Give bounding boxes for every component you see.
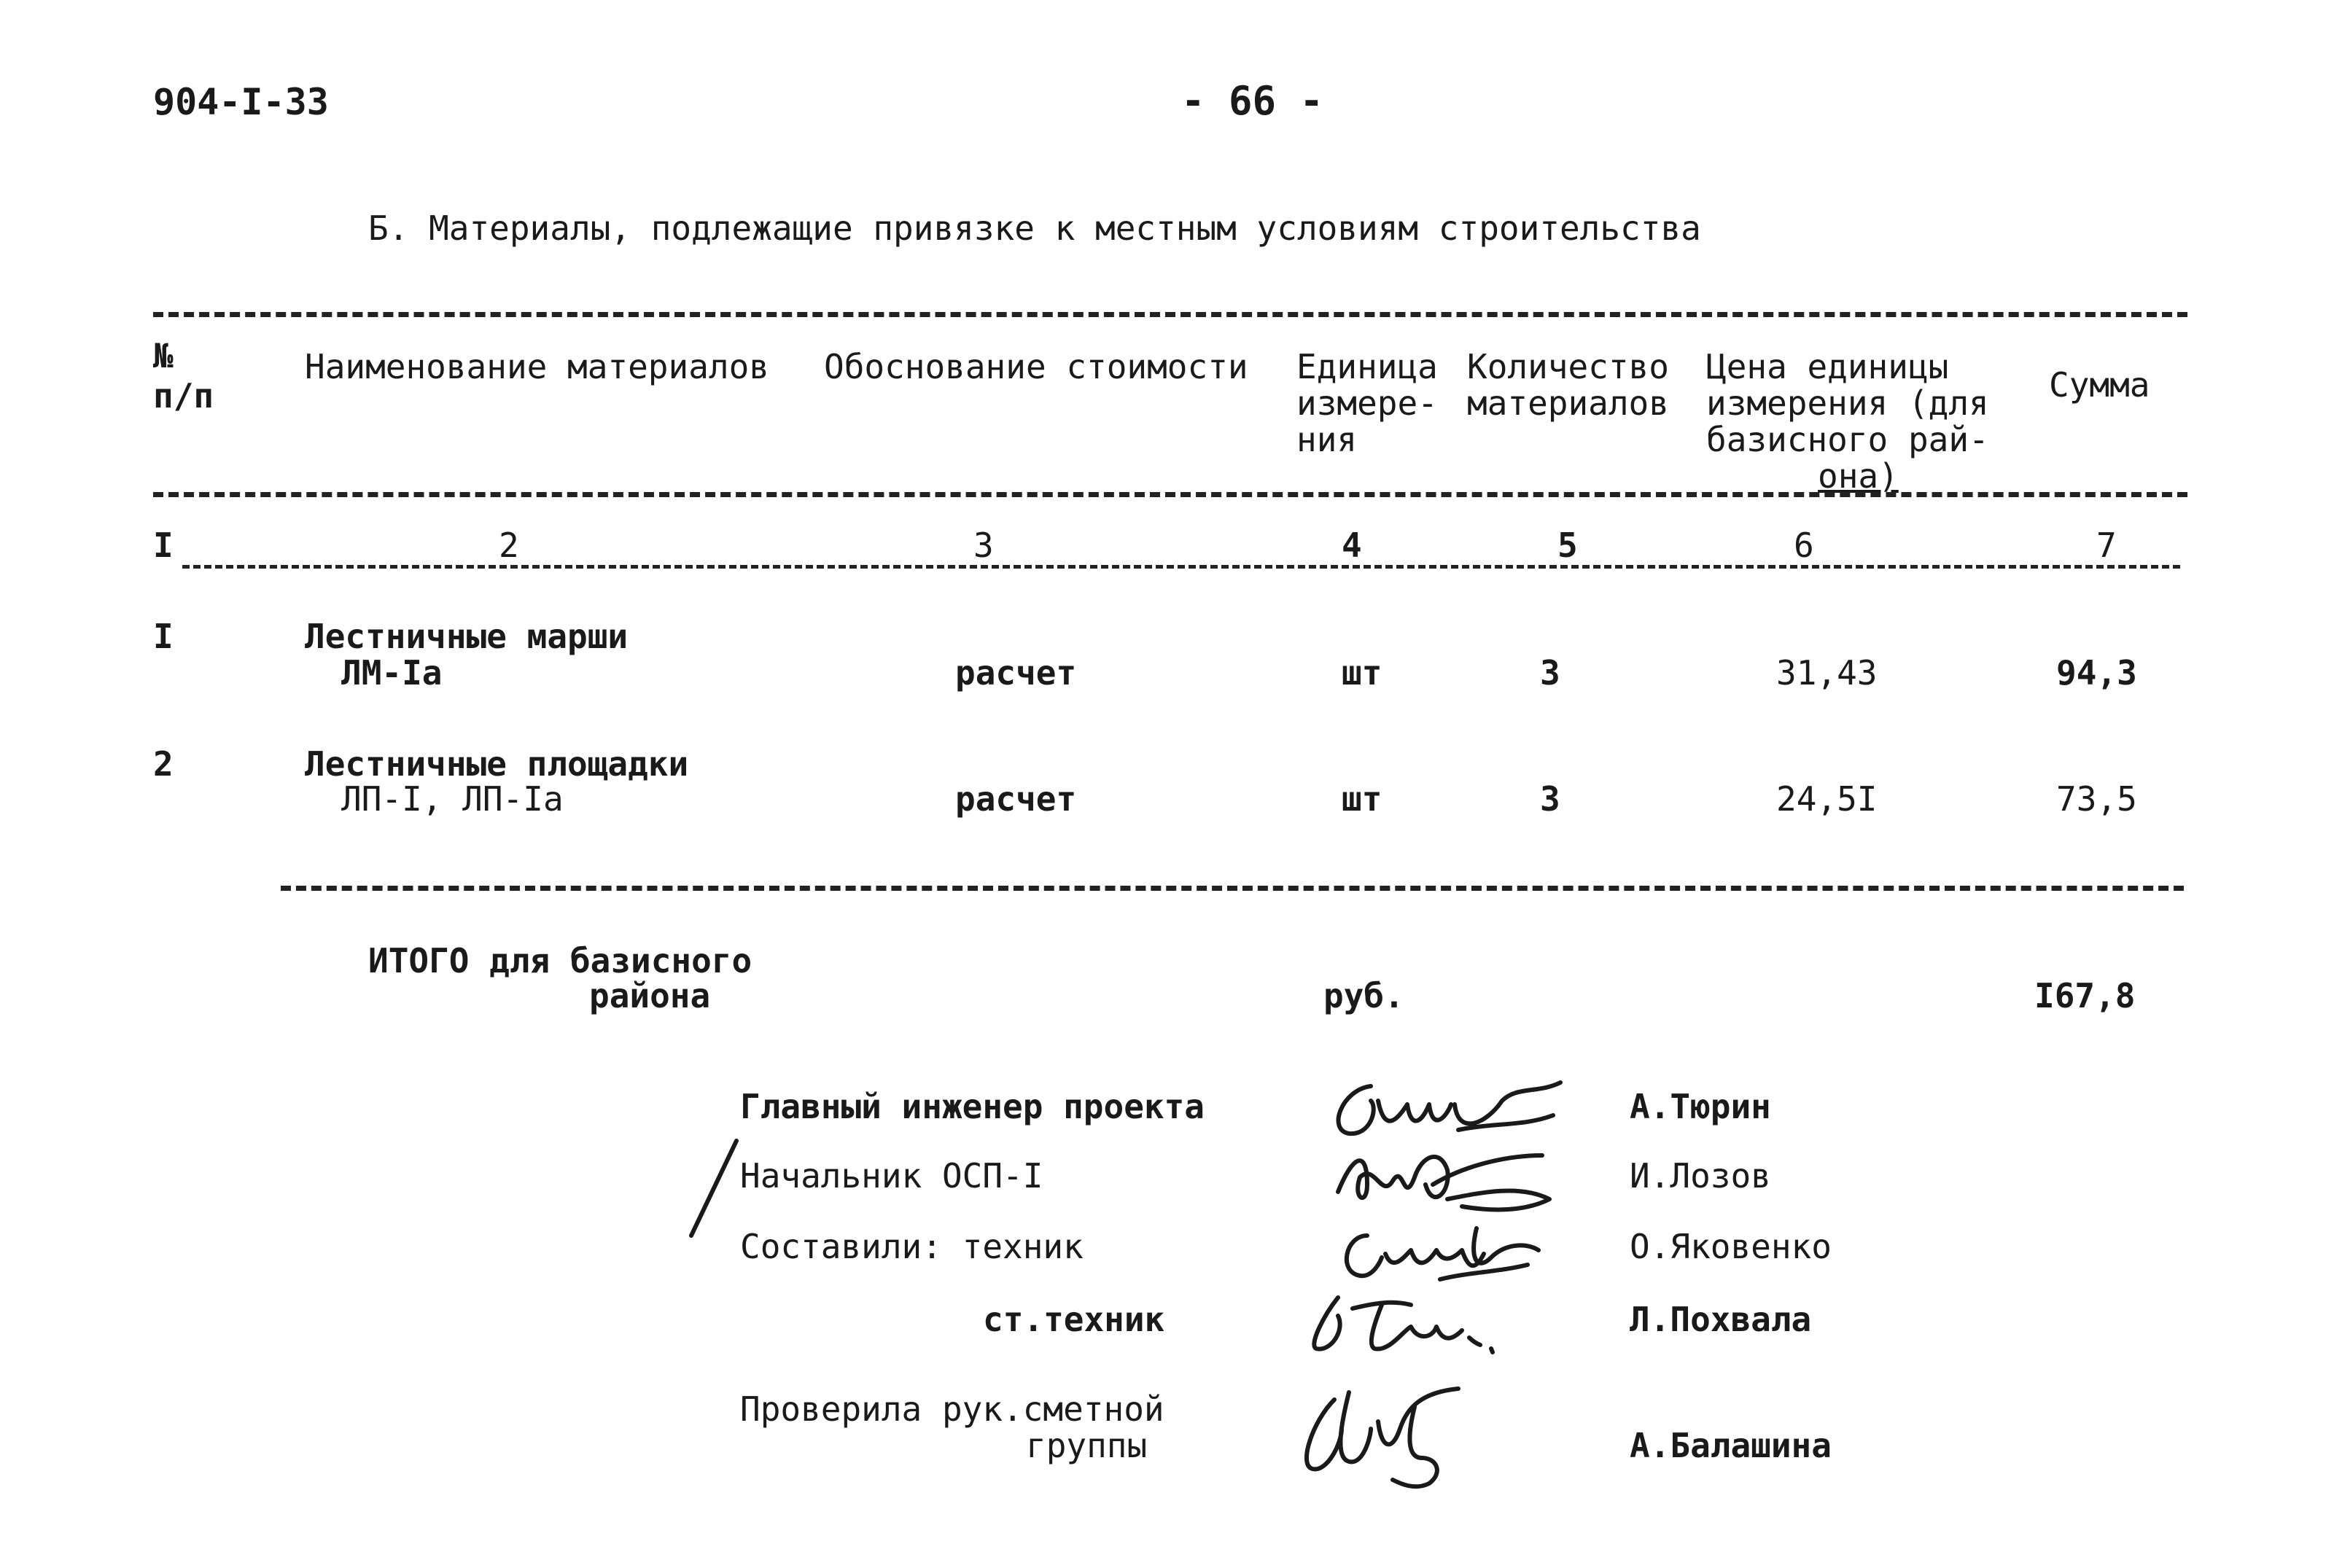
row2-num: 2 — [153, 744, 174, 784]
header-col3: Обоснование стоимости — [824, 347, 1248, 386]
header-col6-line3: базисного рай- — [1706, 420, 1989, 459]
header-col1-line2: п/п — [153, 376, 214, 416]
header-col6-line1: Цена единицы — [1706, 347, 1949, 386]
total-unit: руб. — [1323, 976, 1404, 1015]
signature-role-technician: Составили: техник — [740, 1227, 1084, 1266]
row1-sum: 94,3 — [2056, 653, 2137, 693]
signature-yakovenko — [1331, 1214, 1542, 1294]
header-col2: Наименование материалов — [305, 347, 769, 386]
signature-name-pokhvala: Л.Похвала — [1630, 1300, 1812, 1339]
signature-name-turin: А.Тюрин — [1630, 1087, 1771, 1126]
col-number-4: 4 — [1342, 526, 1362, 565]
signature-balashina — [1283, 1378, 1487, 1494]
row2-name-line2: ЛП-I, ЛП-Iа — [341, 779, 564, 819]
row1-qty: 3 — [1540, 653, 1560, 693]
col-number-3: 3 — [973, 526, 994, 565]
signature-name-balashina: А.Балашина — [1630, 1426, 1832, 1465]
row2-qty: 3 — [1540, 779, 1560, 819]
header-col7: Сумма — [2049, 365, 2150, 405]
header-col4-line2: измере- — [1296, 383, 1438, 423]
col-number-rule — [182, 565, 2180, 569]
signature-turin — [1320, 1072, 1568, 1152]
section-title: Б. Материалы, подлежащие привязке к местным условиям строительства — [368, 208, 1701, 248]
page-number: - 66 - — [1181, 78, 1324, 124]
row2-unit: шт — [1342, 779, 1382, 819]
col-number-1: I — [153, 526, 174, 565]
row1-name-line2: ЛМ-Iа — [341, 653, 443, 693]
table-header-rule — [153, 492, 2187, 497]
col-number-5: 5 — [1557, 526, 1578, 565]
total-label-line1: ИТОГО для базисного — [368, 941, 752, 980]
row2-sum: 73,5 — [2056, 779, 2137, 819]
header-col4-line3: ния — [1296, 420, 1358, 459]
header-col1-line1: № — [153, 336, 174, 375]
row1-price: 31,43 — [1776, 653, 1878, 693]
row1-num: I — [153, 617, 174, 656]
signature-name-yakovenko: О.Яковенко — [1630, 1227, 1832, 1266]
signature-lozov — [1323, 1141, 1564, 1221]
total-sum: I67,8 — [2034, 976, 2136, 1015]
row1-basis: расчет — [955, 653, 1077, 693]
document-code: 904-I-33 — [153, 81, 329, 123]
header-col6-line2: измерения (для — [1706, 383, 1989, 423]
total-label-line2: района — [589, 976, 711, 1015]
signature-role-checked-line2: группы — [1026, 1426, 1148, 1465]
row2-name-line1: Лестничные площадки — [305, 744, 689, 784]
row2-basis: расчет — [955, 779, 1077, 819]
signature-pokhvala — [1294, 1287, 1513, 1360]
margin-slash-mark — [685, 1137, 744, 1239]
col-number-6: 6 — [1794, 526, 1814, 565]
col-number-2: 2 — [499, 526, 519, 565]
signature-role-checked-line1: Проверила рук.сметной — [740, 1389, 1164, 1429]
signature-role-senior-technician: ст.техник — [983, 1300, 1165, 1339]
signature-role-chief-engineer: Главный инженер проекта — [740, 1087, 1205, 1126]
header-col6-line4: она) — [1818, 456, 1899, 496]
row2-price: 24,5I — [1776, 779, 1878, 819]
row1-name-line1: Лестничные марши — [305, 617, 629, 656]
header-col5-line1: Количество — [1467, 347, 1669, 386]
col-number-7: 7 — [2096, 526, 2117, 565]
table-bottom-rule — [281, 886, 2184, 891]
header-col4-line1: Единица — [1296, 347, 1438, 386]
header-col5-line2: материалов — [1467, 383, 1669, 423]
table-top-rule — [153, 312, 2187, 317]
signature-role-head-osp: Начальник ОСП-I — [740, 1156, 1043, 1195]
row1-unit: шт — [1342, 653, 1382, 693]
signature-name-lozov: И.Лозов — [1630, 1156, 1771, 1195]
